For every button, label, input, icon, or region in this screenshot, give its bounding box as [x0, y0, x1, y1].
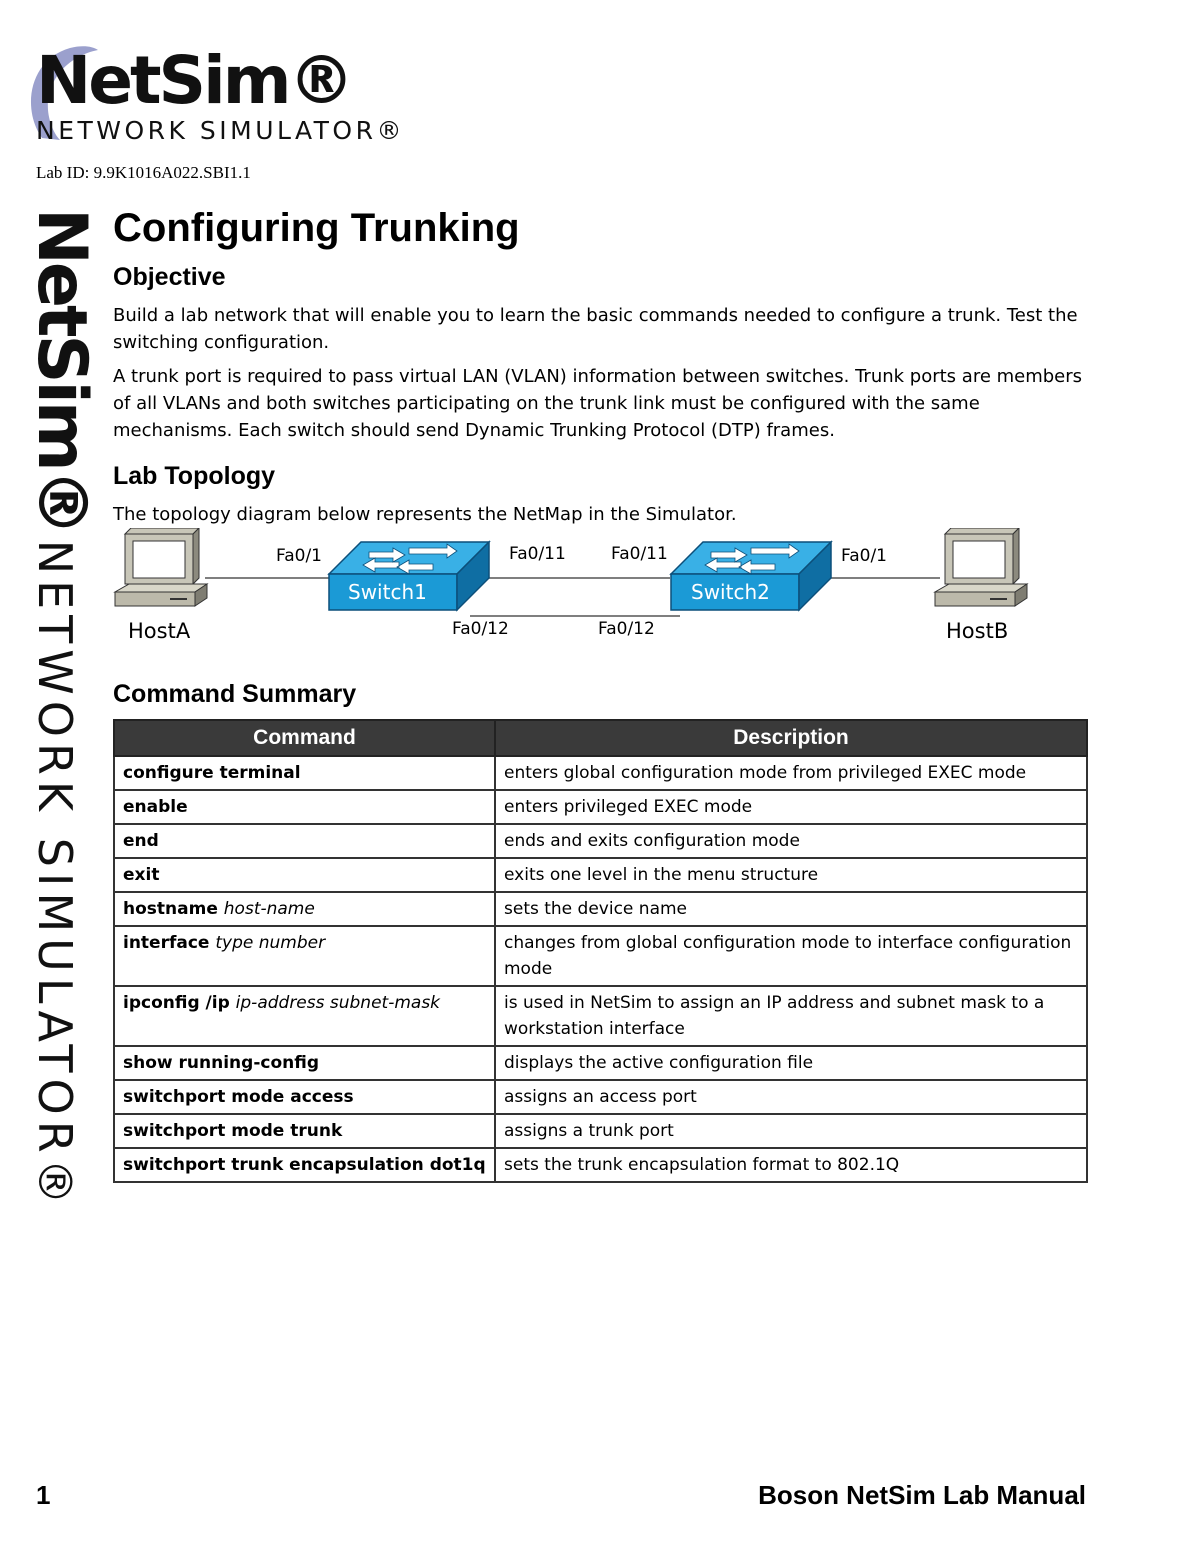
s2-fa011-label: Fa0/11: [611, 544, 668, 564]
s1-fa012-label: Fa0/12: [452, 619, 509, 639]
command-cell: [114, 858, 495, 892]
hosta-computer-icon: [115, 528, 207, 606]
lab-id: Lab ID: 9.9K1016A022.SBI1.1: [36, 163, 251, 182]
command-cell: [114, 926, 495, 986]
command-cell: [114, 1114, 495, 1148]
logo-wordmark: NetSim®: [36, 42, 352, 119]
table-row: [114, 892, 1087, 926]
command-argument: ip-address subnet-mask: [235, 993, 441, 1013]
s2-fa012-label: Fa0/12: [598, 619, 655, 639]
objective-heading: Objective: [113, 263, 226, 291]
description-cell: exits one level in the menu structure: [495, 858, 1087, 892]
command-name: ipconfig /ip: [123, 993, 230, 1013]
page-number: 1: [36, 1480, 51, 1510]
table-row: [114, 1046, 1087, 1080]
table-row: [114, 1080, 1087, 1114]
logo-tagline: NETWORK SIMULATOR®: [36, 116, 405, 145]
s1-fa01-label: Fa0/1: [276, 546, 322, 566]
command-name: configure terminal: [123, 763, 301, 783]
hostb-label: HostB: [946, 619, 1009, 643]
command-name: exit: [123, 865, 160, 885]
command-cell: [114, 1046, 495, 1080]
table-row: [114, 1148, 1087, 1182]
command-name: switchport mode trunk: [123, 1121, 343, 1141]
description-cell: ends and exits configuration mode: [495, 824, 1087, 858]
command-name: switchport trunk encapsulation dot1q: [123, 1155, 486, 1175]
command-name: hostname: [123, 899, 218, 919]
table-row: [114, 858, 1087, 892]
command-cell: [114, 824, 495, 858]
table-row: [114, 926, 1087, 986]
command-cell: [114, 790, 495, 824]
sidebar-brand-main: NetSim®: [22, 208, 101, 534]
table-row: [114, 986, 1087, 1046]
command-cell: [114, 1080, 495, 1114]
table-row: [114, 790, 1087, 824]
description-cell: assigns an access port: [495, 1080, 1087, 1114]
command-name: enable: [123, 797, 188, 817]
sidebar-brand: [22, 208, 101, 1211]
description-cell: assigns a trunk port: [495, 1114, 1087, 1148]
table-row: [114, 824, 1087, 858]
s1-fa011-label: Fa0/11: [509, 544, 566, 564]
command-cell: [114, 1148, 495, 1182]
description-cell: sets the device name: [495, 892, 1087, 926]
objective-paragraph-1: Build a lab network that will enable you to learn the basic commands needed to configure a trunk. Test the switching configuration.: [113, 305, 1078, 353]
switch2-label: Switch2: [691, 580, 770, 604]
description-cell: sets the trunk encapsulation format to 802.1Q: [495, 1148, 1087, 1182]
page-title: Configuring Trunking: [113, 206, 520, 250]
command-name: interface: [123, 933, 210, 953]
table-header-row: [114, 720, 1087, 756]
sidebar-brand-sub: NETWORK SIMULATOR®: [28, 539, 82, 1211]
table-row: [114, 756, 1087, 790]
command-argument: host-name: [223, 899, 315, 919]
switch1-label: Switch1: [348, 580, 427, 604]
description-cell: enters global configuration mode from privileged EXEC mode: [495, 756, 1087, 790]
command-cell: [114, 892, 495, 926]
column-header-command: Command: [114, 720, 495, 756]
command-cell: [114, 986, 495, 1046]
column-header-description: Description: [495, 720, 1087, 756]
topology-diagram: [0, 528, 1200, 658]
description-cell: is used in NetSim to assign an IP address and subnet mask to a workstation interface: [495, 986, 1087, 1046]
description-cell: enters privileged EXEC mode: [495, 790, 1087, 824]
command-summary-heading: Command Summary: [113, 680, 357, 708]
command-cell: [114, 756, 495, 790]
command-table: [113, 719, 1088, 1183]
command-name: end: [123, 831, 159, 851]
description-cell: displays the active configuration file: [495, 1046, 1087, 1080]
s2-fa01-label: Fa0/1: [841, 546, 887, 566]
command-name: switchport mode access: [123, 1087, 354, 1107]
command-argument: type number: [215, 933, 326, 953]
manual-title: Boson NetSim Lab Manual: [758, 1480, 1086, 1510]
command-name: show running-config: [123, 1053, 319, 1073]
topology-heading: Lab Topology: [113, 462, 276, 490]
hostb-computer-icon: [935, 528, 1027, 606]
hosta-label: HostA: [128, 619, 191, 643]
main-content: [113, 200, 1088, 1183]
table-row: [114, 1114, 1087, 1148]
description-cell: changes from global configuration mode to interface configuration mode: [495, 926, 1087, 986]
objective-paragraph-2: A trunk port is required to pass virtual LAN (VLAN) information between switches. Trunk ports are members of all VLANs and both switches participating on the trunk link must be configured with the same mechanisms. Each switch should send Dynamic Trunking Protocol (DTP) frames.: [113, 366, 1083, 441]
command-table-body: [114, 756, 1087, 1182]
topology-intro: The topology diagram below represents the NetMap in the Simulator.: [113, 504, 737, 525]
